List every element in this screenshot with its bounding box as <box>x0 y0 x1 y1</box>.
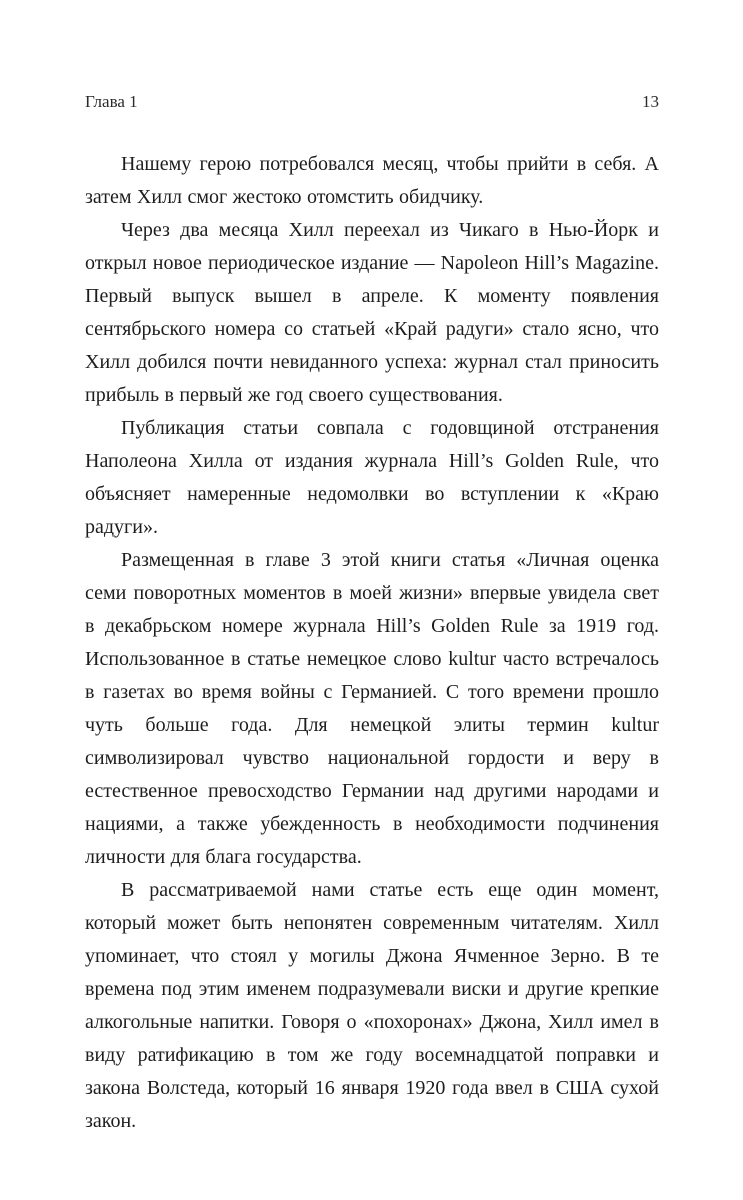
page-number: 13 <box>642 92 659 111</box>
paragraph-4: Размещенная в главе 3 этой книги статья «Личная оценка семи поворотных моментов в моей жизни» впервые увидела свет в декабрьском номере журнала Hill’s Golden Rule за 1919 год. Использованное в статье немецкое слово kultur часто встречалось в газетах во время войны с Германией. С того времени прошло чуть больше года. Для немецкой элиты термин kultur символизировал чувство национальной гордости и веру в естественное превосходство Германии над другими народами и нациями, а также убежденность в необходимости подчинения личности для блага государства. <box>85 549 659 868</box>
page-header <box>85 92 659 112</box>
page-content <box>85 148 659 1138</box>
paragraph-2: Через два месяца Хилл переехал из Чикаго в Нью-Йорк и открыл новое периодическое издание — Napoleon Hill’s Magazine. Первый выпуск вышел в апреле. К моменту появления сентябрьского номера со статьей «Край радуги» стало ясно, что Хилл добился почти невиданного успеха: журнал стал приносить прибыль в первый же год своего существования. <box>85 219 659 406</box>
paragraph-5: В рассматриваемой нами статье есть еще один момент, который может быть непонятен современным читателям. Хилл упоминает, что стоял у могилы Джона Ячменное Зерно. В те времена под этим именем подразумевали виски и другие крепкие алкогольные напитки. Говоря о «похоронах» Джона, Хилл имел в виду ратификацию в том же году восемнадцатой поправки и закона Волстеда, который 16 января 1920 года ввел в США сухой закон. <box>85 879 659 1132</box>
paragraph-3: Публикация статьи совпала с годовщиной отстранения Наполеона Хилла от издания журнала Hill’s Golden Rule, что объясняет намеренные недомолвки во вступлении к «Краю радуги». <box>85 417 659 538</box>
paragraph-1: Нашему герою потребовался месяц, чтобы прийти в себя. А затем Хилл смог жестоко отомстить обидчику. <box>85 153 659 208</box>
chapter-label: Глава 1 <box>85 92 138 111</box>
